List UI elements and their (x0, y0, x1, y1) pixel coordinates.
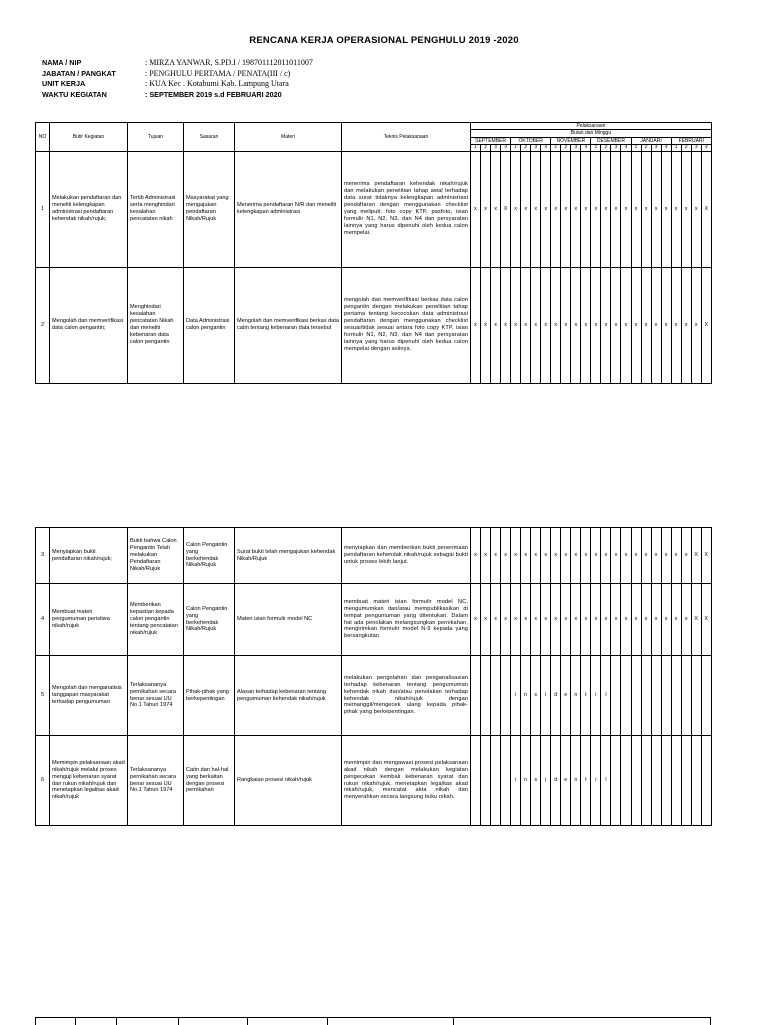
month-header: FEBRUARI (671, 137, 711, 144)
cell-sasaran: Catin dan hal-hal yang berkaitan dengan prosesi pernikahan (184, 736, 235, 826)
week-header: 4 (581, 144, 591, 151)
schedule-mark: x (521, 151, 531, 267)
schedule-mark: d (551, 656, 561, 736)
schedule-mark: x (571, 528, 581, 584)
schedule-mark: x (631, 584, 641, 656)
schedule-mark: X (701, 528, 711, 584)
schedule-mark: i (591, 736, 601, 826)
cell-tujuan: Terlaksananya pernikahan secara benar sesuai UU No.1 Tahun 1974 (128, 736, 184, 826)
schedule-mark: x (551, 528, 561, 584)
week-header: 2 (681, 144, 691, 151)
schedule-mark: x (621, 584, 631, 656)
schedule-mark: x (621, 267, 631, 383)
schedule-mark (651, 656, 661, 736)
schedule-mark: x (571, 584, 581, 656)
schedule-mark: x (541, 584, 551, 656)
schedule-mark: x (631, 528, 641, 584)
week-header: 2 (601, 144, 611, 151)
schedule-mark: x (541, 528, 551, 584)
schedule-mark: x (561, 584, 571, 656)
cell-butir: Mengolah dan memverifikasi data calon pengantin; (50, 267, 128, 383)
week-header: 4 (661, 144, 671, 151)
cell-materi: Surat bukti telah mengajukan kehendak Nikah/Rujuk (235, 528, 342, 584)
schedule-mark: n (521, 736, 531, 826)
schedule-mark (611, 736, 621, 826)
month-header: NOVEMBER (551, 137, 591, 144)
cell-teknis: memimpin dan mengawasi prosesi pelaksanaan akad nikah dengan melakukan kegiatan pengecekan kembali kebenaran syarat dan rukun nikah/rujuk, menetapkan legalitas akad nikah/rujuk, mencatat akta nikah dan menyerahkan secara langsung buku nikah. (342, 736, 471, 826)
week-header: 2 (481, 144, 491, 151)
cell-tujuan: Tertib Administrasi serta menghindari kesalahan pencatatan nikah (128, 151, 184, 267)
schedule-mark: X (501, 151, 511, 267)
schedule-mark (701, 736, 711, 826)
schedule-mark (631, 656, 641, 736)
schedule-mark: X (701, 267, 711, 383)
schedule-mark (641, 656, 651, 736)
week-header: 1 (671, 144, 681, 151)
schedule-mark: x (531, 528, 541, 584)
week-header: 3 (611, 144, 621, 151)
schedule-mark: i (511, 656, 521, 736)
col-sasaran: Sasaran (184, 123, 235, 152)
schedule-mark (621, 736, 631, 826)
cell-sasaran: Calon Pengantin yang berkehendak Nikah/Rujuk (184, 528, 235, 584)
schedule-mark: i (541, 736, 551, 826)
schedule-mark: x (681, 528, 691, 584)
table-row (36, 528, 712, 584)
week-header: 3 (531, 144, 541, 151)
schedule-mark: x (601, 151, 611, 267)
cell-teknis: membuat materi isian formulir model NC, mengumumkan dan/atau mempublikasikan di tempat pengumuman yang ditentukan. Dalam hal ada penolakan melangsungkan pernikahan, mengirimkan formulir model N-9 kepada yang bersangkutan. (342, 584, 471, 656)
cell-butir: Membuat materi pengumuman peristiwa nikah/rujuk (50, 584, 128, 656)
month-header: SEPTEMBER (471, 137, 511, 144)
schedule-mark: x (471, 528, 481, 584)
schedule-mark: X (701, 584, 711, 656)
schedule-mark: x (691, 151, 701, 267)
page-title: RENCANA KERJA OPERASIONAL PENGHULU 2019 -2020 (249, 35, 519, 46)
cell-sasaran: Data Administrasi calon pengantin (184, 267, 235, 383)
schedule-mark: x (491, 267, 501, 383)
schedule-mark: x (581, 584, 591, 656)
schedule-mark: x (511, 151, 521, 267)
schedule-mark: x (481, 584, 491, 656)
info-label: NAMA / NIP (42, 58, 82, 67)
schedule-mark: x (671, 528, 681, 584)
schedule-mark: x (531, 267, 541, 383)
schedule-mark: x (641, 584, 651, 656)
cell-materi: Rangkaian prosesi nikah/rujuk (235, 736, 342, 826)
cell-sasaran: Calon Pengantin yang berkehendak Nikah/Rujuk (184, 584, 235, 656)
week-header: 1 (551, 144, 561, 151)
schedule-mark: n (571, 736, 581, 826)
month-header: OKTOBER (511, 137, 551, 144)
schedule-mark: x (491, 584, 501, 656)
schedule-mark: x (641, 267, 651, 383)
schedule-mark: x (481, 267, 491, 383)
schedule-mark (631, 736, 641, 826)
schedule-mark: x (611, 528, 621, 584)
col-teknis: Teknis Pelaksanaan (342, 123, 471, 152)
schedule-mark (691, 736, 701, 826)
cell-tujuan: Memberikan kepastian kepada calon pengantin tentang pencatatan nikah/rujuk (128, 584, 184, 656)
schedule-mark: x (581, 151, 591, 267)
schedule-mark: x (511, 584, 521, 656)
schedule-mark (661, 656, 671, 736)
schedule-mark (691, 656, 701, 736)
cell-butir: Mengolah dan menganalisis tanggapan masyarakat terhadap pengumuman (50, 656, 128, 736)
schedule-mark: x (541, 267, 551, 383)
schedule-mark: x (591, 528, 601, 584)
schedule-mark: x (511, 528, 521, 584)
schedule-mark: x (611, 267, 621, 383)
schedule-mark: x (611, 584, 621, 656)
schedule-mark: e (561, 656, 571, 736)
schedule-mark: x (561, 528, 571, 584)
table-row (36, 584, 712, 656)
week-header: 3 (491, 144, 501, 151)
schedule-mark (481, 736, 491, 826)
week-header: 2 (561, 144, 571, 151)
cell-no: 2 (36, 267, 50, 383)
schedule-mark: x (651, 151, 661, 267)
schedule-mark: x (501, 584, 511, 656)
schedule-mark: x (551, 267, 561, 383)
schedule-mark: x (671, 584, 681, 656)
table-row (36, 736, 712, 826)
schedule-mark: x (591, 584, 601, 656)
schedule-mark: l (601, 656, 611, 736)
col-no: NO (36, 123, 50, 152)
schedule-mark: X (691, 584, 701, 656)
schedule-mark: n (521, 656, 531, 736)
week-header: 3 (571, 144, 581, 151)
schedule-mark: x (671, 267, 681, 383)
week-header: 1 (591, 144, 601, 151)
schedule-mark (671, 656, 681, 736)
schedule-mark: t (581, 736, 591, 826)
week-header: 4 (501, 144, 511, 151)
week-header: 1 (511, 144, 521, 151)
info-value: : SEPTEMBER 2019 s.d FEBRUARI 2020 (145, 89, 282, 99)
schedule-mark: x (521, 584, 531, 656)
schedule-mark (671, 736, 681, 826)
schedule-mark: x (481, 528, 491, 584)
schedule-mark (611, 656, 621, 736)
schedule-mark: x (641, 528, 651, 584)
schedule-mark: l (601, 736, 611, 826)
week-header: 4 (541, 144, 551, 151)
schedule-mark: x (581, 267, 591, 383)
schedule-mark: x (551, 151, 561, 267)
cell-tujuan: Terlaksananya pernikahan secara benar sesuai UU No.1 Tahun 1974 (128, 656, 184, 736)
col-bulan-minggu: Bulan dan Minggu (471, 130, 712, 137)
week-header: 2 (641, 144, 651, 151)
week-header: 4 (621, 144, 631, 151)
cell-no: 3 (36, 528, 50, 584)
schedule-mark (681, 736, 691, 826)
cell-teknis: mengolah dan memverifikasi berkas data calon pengantin dengan melakukan penelitian tahap pertama tentang kecocokan data administrasi pendaftaran dengan menggunakan checklist sesuai/tidak sesuai antara foto copy KTP, isian formulir N1, N2, N3, dan N4 dan persyaratan lainnya yang harus dipenuhi oleh kedua calon mempelai dengan aslinya. (342, 267, 471, 383)
schedule-mark: x (661, 584, 671, 656)
schedule-mark: x (481, 151, 491, 267)
schedule-mark: x (631, 151, 641, 267)
cell-tujuan: Bukti bahwa Calon Pengantin Telah melakukan Pendaftaran Nikah/Rujuk (128, 528, 184, 584)
schedule-mark: x (601, 267, 611, 383)
schedule-mark: x (521, 528, 531, 584)
schedule-mark: x (571, 267, 581, 383)
schedule-mark: x (681, 151, 691, 267)
month-header: DESEMBER (591, 137, 631, 144)
schedule-mark (491, 656, 501, 736)
cell-materi: Alasan terhadap kebenaran tentang pengumuman kehendak nikah/rujuk (235, 656, 342, 736)
schedule-mark: x (471, 267, 481, 383)
schedule-mark: n (571, 656, 581, 736)
schedule-mark: x (691, 267, 701, 383)
schedule-mark: X (691, 528, 701, 584)
schedule-mark: i (511, 736, 521, 826)
schedule-mark: x (601, 584, 611, 656)
schedule-mark: x (531, 584, 541, 656)
schedule-mark: x (651, 528, 661, 584)
week-header: 2 (521, 144, 531, 151)
schedule-mark: x (471, 584, 481, 656)
cell-sasaran: Masyarakat yang mengajukan pendaftaran Nikah/Rujuk (184, 151, 235, 267)
schedule-mark (701, 656, 711, 736)
schedule-mark: x (491, 528, 501, 584)
schedule-mark: x (551, 584, 561, 656)
info-label: WAKTU KEGIATAN (42, 89, 107, 99)
schedule-mark (471, 656, 481, 736)
cell-no: 6 (36, 736, 50, 826)
info-value: : PENGHULU PERTAMA / PENATA(III / c) (145, 68, 291, 78)
cell-teknis: melakukan pengolahan dan penganalisasian terhadap kebenaran tentang pengumuman kehendak nikah dan/atau penolakan terhadap kehendak nikah/rujuk dengan memanggil/mengecek ulang kepada pihak-pihak yang berkepentingan. (342, 656, 471, 736)
schedule-mark (501, 656, 511, 736)
schedule-mark: x (591, 151, 601, 267)
cell-no: 5 (36, 656, 50, 736)
cell-materi: Menerima pendaftaran N/R dan meneliti kelengkapan administrasi (235, 151, 342, 267)
col-butir: Butir Kegiatan (50, 123, 128, 152)
schedule-mark: x (631, 267, 641, 383)
schedule-mark: x (471, 151, 481, 267)
schedule-mark: x (661, 528, 671, 584)
schedule-mark: x (681, 584, 691, 656)
work-plan-table-2 (35, 527, 712, 826)
cell-no: 4 (36, 584, 50, 656)
info-label: UNIT KERJA (42, 79, 86, 88)
schedule-mark: X (701, 151, 711, 267)
table-row (36, 151, 712, 267)
week-header: 1 (471, 144, 481, 151)
cell-materi: Materi isian formulir model NC (235, 584, 342, 656)
info-label: JABATAN / PANGKAT (42, 68, 116, 78)
schedule-mark: x (591, 267, 601, 383)
schedule-mark (641, 736, 651, 826)
cell-tujuan: Menghindari kesalahan pencatatan Nikah dan meneliti kebenaran data calon pengantin (128, 267, 184, 383)
week-header: 4 (701, 144, 711, 151)
schedule-mark: x (521, 267, 531, 383)
col-tujuan: Tujuan (128, 123, 184, 152)
schedule-mark: x (621, 151, 631, 267)
schedule-mark: x (671, 151, 681, 267)
cell-butir: Memimpin pelaksanaan akad nikah/rujuk melalui proses menguji kebenaran syarat dan rukun nikah/rujuk dan menetapkan legalitas akad nikah/rujuk (50, 736, 128, 826)
schedule-mark: x (641, 151, 651, 267)
col-pelaksanaan: Pelaksanaan (471, 123, 712, 130)
schedule-mark: x (611, 151, 621, 267)
work-plan-table-1 (35, 122, 712, 384)
schedule-mark (471, 736, 481, 826)
cell-teknis: menerima pendaftaran kehendak nikah/rujuk dan melakukan penelitian tahap awal terhadap data surat tidaknya kelengkapan administrasi pendaftaran dengan menggunakan checklist yang meliputi: foto copy KTP, pasfoto, isian formulir N1, N2, N3, dan N4 dan persyaratan lainnya yang harus dipenuhi oleh kedua calon mempelai. (342, 151, 471, 267)
schedule-mark: x (601, 528, 611, 584)
schedule-mark: x (491, 151, 501, 267)
schedule-mark (621, 656, 631, 736)
schedule-mark: t (581, 656, 591, 736)
table-row (36, 267, 712, 383)
schedule-mark: i (541, 656, 551, 736)
info-value: : MIRZA YANWAR, S.PD.I / 198701112011011007 (145, 58, 313, 67)
schedule-mark (491, 736, 501, 826)
table-row (36, 656, 712, 736)
schedule-mark: x (651, 267, 661, 383)
schedule-mark: x (541, 151, 551, 267)
col-materi: Materi (235, 123, 342, 152)
cell-butir: Menyiapkan bukti pendaftaran nikah/rujuk; (50, 528, 128, 584)
schedule-mark: x (531, 151, 541, 267)
month-header: JANUARI (631, 137, 671, 144)
schedule-mark: s (531, 656, 541, 736)
week-header: 1 (631, 144, 641, 151)
cell-no: 1 (36, 151, 50, 267)
schedule-mark (501, 736, 511, 826)
schedule-mark (481, 656, 491, 736)
week-header: 3 (691, 144, 701, 151)
schedule-mark: x (581, 528, 591, 584)
schedule-mark: x (621, 528, 631, 584)
schedule-mark: x (561, 267, 571, 383)
schedule-mark (651, 736, 661, 826)
cell-sasaran: Pihak-pihak yang berkepentingan (184, 656, 235, 736)
schedule-mark: e (561, 736, 571, 826)
schedule-mark: x (561, 151, 571, 267)
schedule-mark: x (651, 584, 661, 656)
schedule-mark: d (551, 736, 561, 826)
schedule-mark: x (681, 267, 691, 383)
schedule-mark: s (531, 736, 541, 826)
schedule-mark: x (661, 151, 671, 267)
cell-butir: Melakukan pendaftaran dan meneliti kelengkapan administrasi pendaftaran kehendak nikah/rujuk; (50, 151, 128, 267)
schedule-mark: x (511, 267, 521, 383)
schedule-mark: i (591, 656, 601, 736)
schedule-mark: x (661, 267, 671, 383)
cell-teknis: menyiapkan dan memberikan bukti penerimaan pendaftaran kehendak nikah/rujuk sebagai bukti untuk proses lebih lanjut. (342, 528, 471, 584)
schedule-mark (681, 656, 691, 736)
schedule-mark (661, 736, 671, 826)
week-header: 3 (651, 144, 661, 151)
schedule-mark: x (501, 528, 511, 584)
schedule-mark: x (571, 151, 581, 267)
cell-materi: Mengolah dan memverifikasi berkas data catin tentang kebenaran data tersebut (235, 267, 342, 383)
schedule-mark: x (501, 267, 511, 383)
info-value: : KUA Kec . Kotabumi Kab. Lampung Utara (145, 79, 289, 88)
